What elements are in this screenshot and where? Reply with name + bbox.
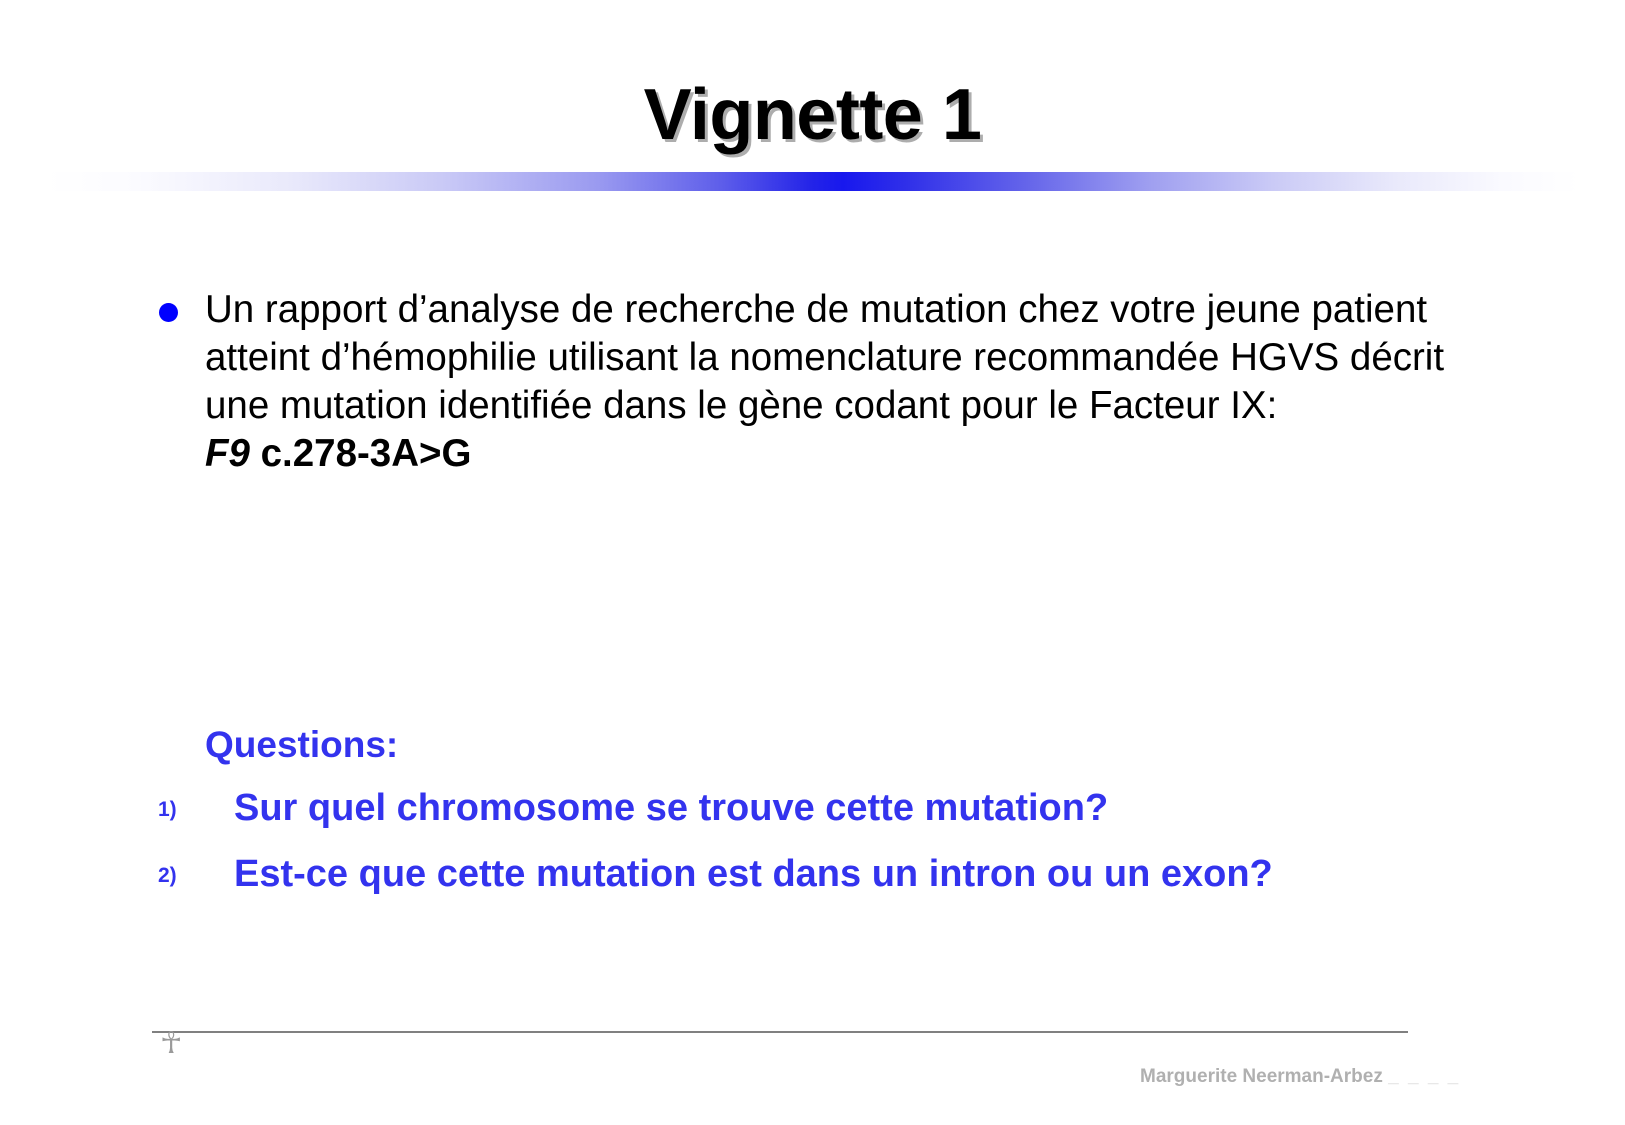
mutation-code: c.278-3A>G	[249, 432, 472, 475]
gene-symbol: F9	[205, 432, 250, 475]
question-text-1: Sur quel chromosome se trouve cette mutation?	[234, 787, 1109, 829]
questions-section	[152, 722, 1552, 900]
questions-heading: Questions:	[205, 724, 399, 765]
mutation-notation-line	[205, 430, 1512, 478]
caduceus-icon: ☥	[160, 1026, 182, 1061]
body-paragraph: Un rapport d’analyse de recherche de mutation chez votre jeune patient atteint d’hémophilie utilisant la nomenclature recommandée HGVS décrit une mutation identifiée dans le gène codant pour le Facteur IX:	[205, 288, 1445, 427]
question-item-2	[152, 850, 1552, 900]
footer-author-name: Marguerite Neerman-Arbez	[1140, 1066, 1383, 1087]
gradient-divider	[46, 172, 1579, 191]
question-marker-2: 2)	[158, 864, 177, 887]
page-title: Vignette 1	[643, 75, 982, 155]
body-content	[152, 286, 1512, 478]
bullet-list-item	[152, 286, 1512, 478]
question-marker-1: 1)	[158, 798, 177, 821]
footer-trailing-dots: _ _ _ _	[1388, 1066, 1461, 1087]
footer-author	[1140, 1066, 1460, 1088]
question-text-2: Est-ce que cette mutation est dans un intron ou un exon?	[234, 853, 1273, 895]
bullet-dot-icon	[159, 303, 178, 322]
question-item-1	[152, 784, 1552, 834]
footer-divider	[152, 1031, 1408, 1033]
